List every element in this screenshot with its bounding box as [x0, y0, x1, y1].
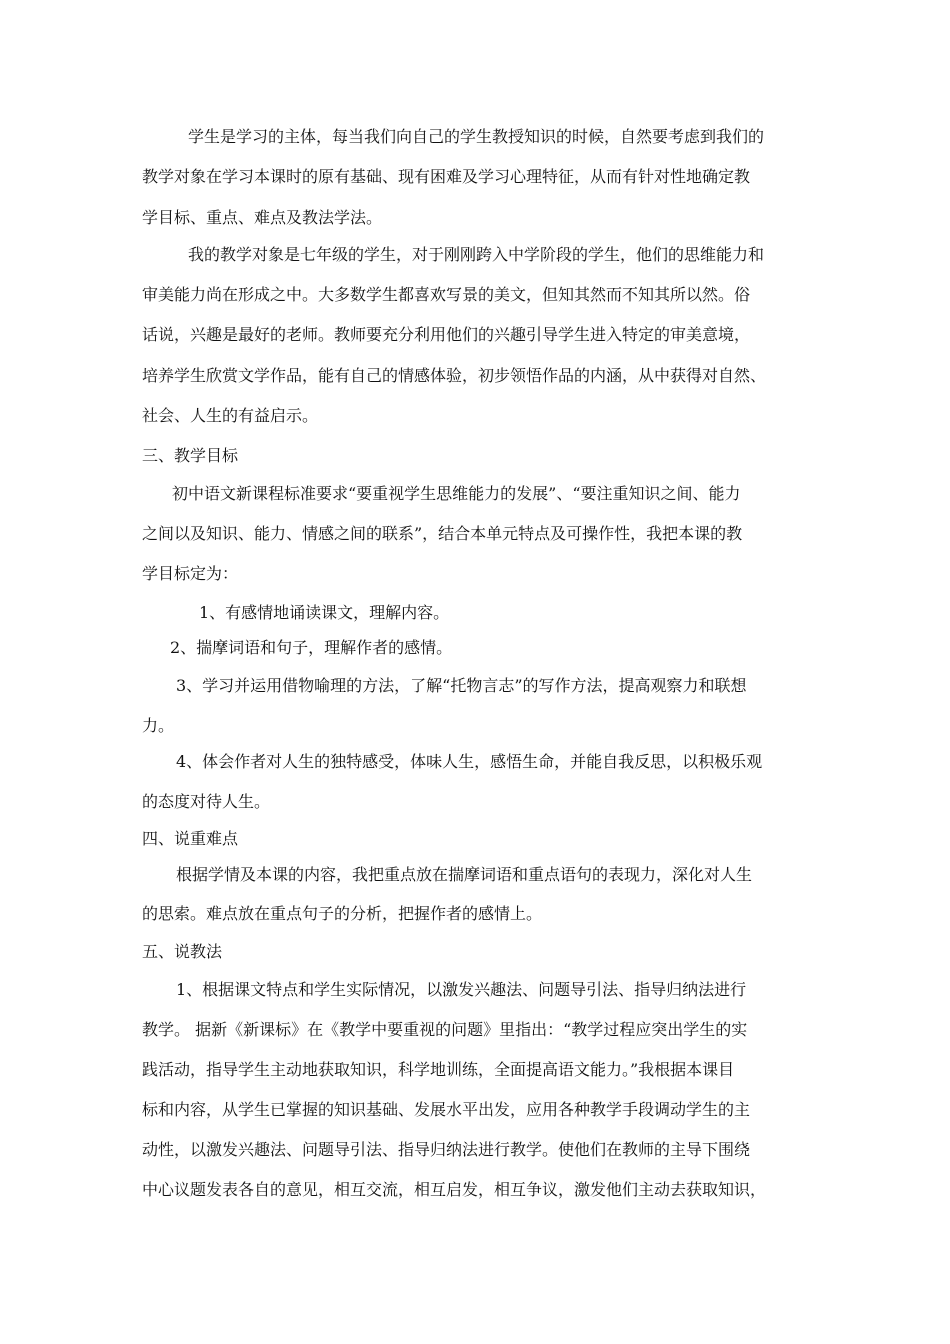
- body-text-line: 的思索。难点放在重点句子的分析，把握作者的感情上。: [142, 904, 543, 923]
- body-text-line: 践活动，指导学生主动地获取知识，科学地训练，全面提高语文能力。”我根据本课目: [142, 1060, 735, 1079]
- body-text-line: 1、根据课文特点和学生实际情况，以激发兴趣法、问题导引法、指导归纳法进行: [176, 980, 747, 999]
- body-text-line: 我的教学对象是七年级的学生，对于刚刚跨入中学阶段的学生，他们的思维能力和: [188, 245, 765, 264]
- list-item: 力。: [142, 716, 175, 735]
- section-heading: 三、教学目标: [142, 446, 239, 465]
- body-text-line: 初中语文新课程标准要求“要重视学生思维能力的发展”、“要注重知识之间、能力: [172, 484, 741, 503]
- list-item: 4、体会作者对人生的独特感受，体味人生，感悟生命，并能自我反思，以积极乐观: [176, 752, 763, 771]
- body-text-line: 动性，以激发兴趣法、问题导引法、指导归纳法进行教学。使他们在教师的主导下围绕: [142, 1140, 751, 1159]
- body-text-line: 学目标定为：: [142, 564, 239, 583]
- body-text-line: 审美能力尚在形成之中。大多数学生都喜欢写景的美文，但知其然而不知其所以然。俗: [142, 285, 751, 304]
- list-item: 3、学习并运用借物喻理的方法，了解“托物言志”的写作方法，提高观察力和联想: [176, 676, 747, 695]
- body-text-line: 教学对象在学习本课时的原有基础、现有困难及学习心理特征，从而有针对性地确定教: [142, 167, 751, 186]
- body-text-line: 学目标、重点、难点及教法学法。: [142, 208, 383, 227]
- body-text-line: 之间以及知识、能力、情感之间的联系”，结合本单元特点及可操作性，我把本课的教: [142, 524, 743, 543]
- section-heading: 四、说重难点: [142, 829, 239, 848]
- body-text-line: 中心议题发表各自的意见，相互交流，相互启发，相互争议，激发他们主动去获取知识，: [142, 1180, 767, 1199]
- body-text-line: 培养学生欣赏文学作品，能有自己的情感体验，初步领悟作品的内涵，从中获得对自然、: [142, 366, 767, 385]
- body-text-line: 根据学情及本课的内容，我把重点放在揣摩词语和重点语句的表现力，深化对人生: [176, 865, 753, 884]
- body-text-line: 话说，兴趣是最好的老师。教师要充分利用他们的兴趣引导学生进入特定的审美意境，: [142, 325, 751, 344]
- list-item: 1、有感情地诵读课文，理解内容。: [199, 603, 450, 622]
- body-text-line: 社会、人生的有益启示。: [142, 406, 319, 425]
- body-text-line: 标和内容，从学生已掌握的知识基础、发展水平出发，应用各种教学手段调动学生的主: [142, 1100, 751, 1119]
- list-item: 2、揣摩词语和句子，理解作者的感情。: [170, 638, 453, 657]
- body-text-line: 教学。 据新《新课标》在《教学中要重视的问题》里指出：“教学过程应突出学生的实: [142, 1020, 748, 1039]
- list-item: 的态度对待人生。: [142, 792, 271, 811]
- body-text-line: 学生是学习的主体，每当我们向自己的学生教授知识的时候，自然要考虑到我们的: [188, 127, 765, 146]
- section-heading: 五、说教法: [142, 942, 223, 961]
